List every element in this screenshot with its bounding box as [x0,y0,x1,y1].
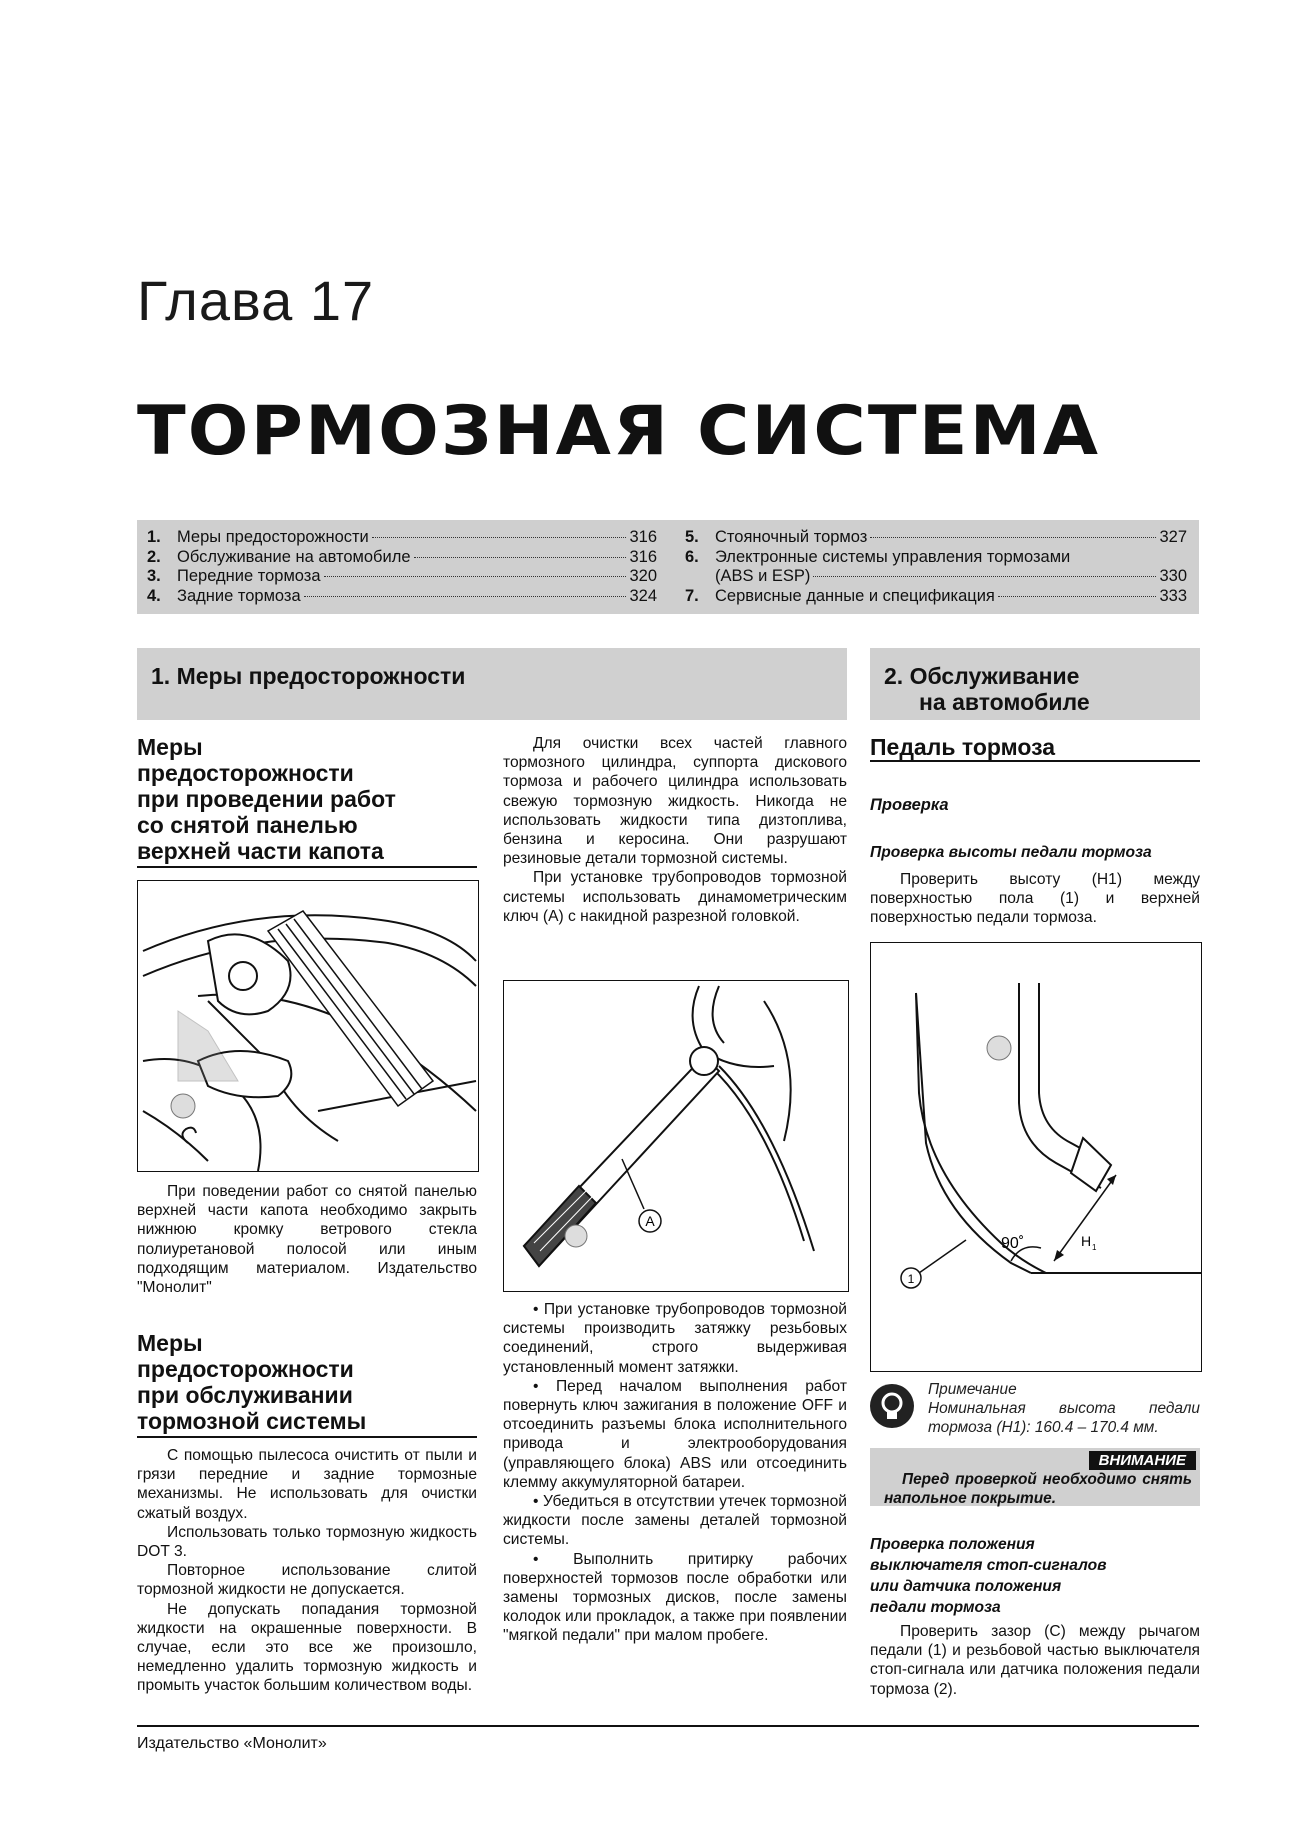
height-subscript: 1 [1092,1243,1097,1252]
toc-right-column [685,528,1187,606]
subheading-brake-pedal: Педаль тормоза [870,734,1055,760]
toc-item[interactable]: 1. Меры предосторожности 316 [147,528,657,546]
toc-item[interactable]: 4. Задние тормоза 324 [147,586,657,605]
check-heading: Проверка [870,796,949,814]
subheading-brake-service: Меры предосторожности при обслуживании тормозной системы [137,1330,367,1434]
section-2-title-line1: 2. Обслуживание [884,663,1080,689]
chapter-number: Глава 17 [137,269,375,332]
figure-1-caption: При поведении работ со снятой панелью верхней части капота необходимо закрыть нижнюю кромку ветрового стекла полиуретановой полосой или иным подходящим материалом. Издательство "Монолит" [137,1183,477,1297]
note-text: Номинальная высота педали тормоза (Н1): 160.4 – 170.4 мм. [928,1400,1200,1436]
logo-watermark-icon [565,1225,587,1247]
toc-item[interactable]: 6. Электронные системы управления тормозами [685,547,1071,566]
footer-publisher: Издательство «Монолит» [137,1735,327,1752]
warning-label: ВНИМАНИЕ [1089,1451,1196,1470]
toc-item[interactable]: 7. Сервисные данные и спецификация 333 [685,586,1187,605]
logo-watermark-icon [987,1036,1011,1060]
height-label: H [1081,1233,1092,1249]
warning-block [870,1448,1200,1506]
figure-windshield [137,880,479,1172]
footer-divider [137,1725,1199,1727]
toc-item[interactable]: 2. Обслуживание на автомобиле 316 [147,547,657,566]
callout-1-label: 1 [907,1272,915,1286]
note-label: Примечание [928,1381,1017,1398]
lightbulb-icon [870,1384,914,1428]
toc-left-column [147,528,657,606]
cleaning-text: Для очистки всех частей главного тормозного цилиндра, суппорта дискового тормоза и рабочего цилиндра использовать свежую тормозную жидкость. Никогда не использовать жидкости типа дизтоплива, бензина и керосина. Они разрушают резиновые детали тормозной системы. При установке трубопроводов тормозной системы использовать динамометрическим ключ (А) с накидной разрезной головкой. [503,735,847,925]
section-2-title-line2: на автомобиле [919,689,1090,715]
check-height-heading: Проверка высоты педали тормоза [870,844,1152,861]
chapter-title: ТОРМОЗНАЯ СИСТЕМА [137,392,1101,471]
pedal-illustration [871,943,1201,1371]
section-1-title: 1. Меры предосторожности [151,663,466,689]
toc-item[interactable]: (ABS и ESP) 330 [715,567,1187,585]
section-2-header [870,648,1200,720]
divider [137,866,477,868]
check-switch-heading: Проверка положения выключателя стоп-сигналов или датчика положения педали тормоза [870,1536,1107,1616]
toc-item[interactable]: 5. Стояночный тормоз 327 [685,528,1187,546]
note-block [870,1380,1200,1440]
angle-label: 90˚ [1001,1235,1025,1252]
divider [137,1436,477,1438]
callout-a-label: A [645,1213,655,1229]
table-of-contents [137,520,1199,614]
check-switch-text: Проверить зазор (С) между рычагом педали (1) и резьбовой частью выключателя стоп-сигнала или датчика положения педали тормоза (2). [870,1623,1200,1698]
windshield-illustration [138,881,478,1171]
warning-text: Перед проверкой необходимо снять напольное покрытие. [884,1471,1192,1507]
divider [870,760,1200,762]
figure-pedal-height [870,942,1202,1372]
torque-wrench-illustration [504,981,848,1291]
check-height-text: Проверить высоту (Н1) между поверхностью пола (1) и верхней поверхностью педали тормоза. [870,871,1200,927]
logo-watermark-icon [171,1094,195,1118]
subheading-hood-panel: Меры предосторожности при проведении работ со снятой панелью верхней части капота [137,734,396,864]
installation-bullets: • При установке трубопроводов тормозной системы производить затяжку резьбовых соединений, строго выдерживая установленный момент затяжки. • Перед началом выполнения работ повернуть ключ зажигания в положение OFF и отсоединить разъемы блока исполнительного привода и электрооборудования (управляющего блока) ABS или отсоединить клемму аккумуляторной батареи. • Убедиться в отсутствии утечек тормозной жидкости после замены деталей тормозной системы. • Выполнить притирку рабочих поверхностей тормозов после обработки или замены тормозных дисков, после замены колодок или прокладок, а также при появлении "мягкой педали" при малом пробеге. [503,1300,847,1646]
toc-item[interactable]: 3. Передние тормоза 320 [147,567,657,585]
brake-service-text: С помощью пылесоса очистить от пыли и грязи передние и задние тормозные механизмы. Не использовать для очистки сжатый воздух. Использовать только тормозную жидкость DOT 3. Повторное использование слитой тормозной жидкости не допускается. Не допускать попадания тормозной жидкости на окрашенные поверхности. В случае, если это все же произошло, немедленно удалить тормозную жидкость и промыть участок большим количеством воды. [137,1447,477,1695]
figure-torque-wrench [503,980,849,1292]
section-1-header [137,648,847,720]
